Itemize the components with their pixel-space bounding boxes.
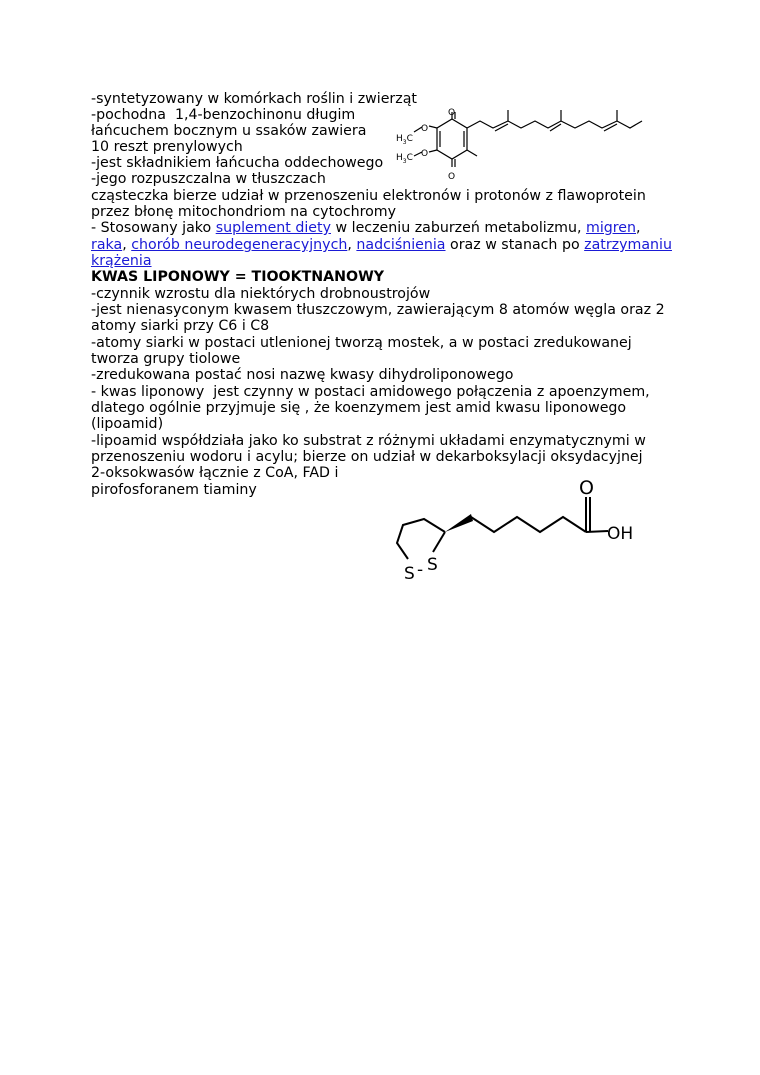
alkyl-chain [471,517,586,532]
link-chorob-neurodegeneracyjnych[interactable]: chorób neurodegeneracyjnych [131,237,348,253]
text-line: 10 reszt prenylowych [91,139,243,155]
text-line: -jest składnikiem łańcucha oddechowego [91,155,384,171]
text-line: -syntetyzowany w komórkach roślin i zwierząt [91,91,417,107]
text-span: oraz w stanach po [445,237,585,253]
text-span: , [347,237,357,253]
atom-label-subscript: 3 [402,139,407,146]
text-line: -czynnik wzrostu dla niektórych drobnoustrojów [91,286,431,302]
atom-label-s: S [427,555,438,575]
text-line: łańcuchem bocznym u ssaków zawiera [91,123,367,139]
link-raka[interactable]: raka [91,237,123,253]
text-line: - kwas liponowy jest czynny w postaci amidowego połączenia z apoenzymem, [91,384,650,400]
coenzyme-q-structure [380,104,650,186]
text-line: -jest nienasyconym kwasem tłuszczowym, zawierającym 8 atomów węgla oraz 2 [91,302,665,318]
atom-label-o: O [448,108,456,118]
methoxy-bond [429,126,437,128]
link-migren[interactable]: migren [586,220,637,236]
atom-label-o: O [421,149,429,159]
methoxy-bond [429,150,437,152]
atom-label-oh: OH [607,524,634,544]
text-span: , [122,237,132,253]
atom-label-h3c [396,153,413,165]
atom-label-c: C [406,153,413,163]
atom-label-c: C [406,134,413,144]
link-krazenia[interactable]: krążenia [91,253,152,269]
text-line [91,253,152,269]
atom-label-o: O [421,124,429,134]
text-line: przenoszeniu wodoru i acylu; bierze on udział w dekarboksylacji oksydacyjnej [91,449,643,465]
section-heading: KWAS LIPONOWY = TIOOKTNANOWY [91,269,385,285]
wedge-bond [445,514,473,532]
atom-label-o: O [579,477,594,499]
text-line: pirofosforanem tiaminy [91,482,257,498]
atom-label-h3c [396,134,413,146]
text-line: (lipoamid) [91,416,164,432]
text-span: - Stosowany jako [91,220,216,236]
atom-label-dash: - [417,560,424,580]
dithiolane-ring-bond [433,532,445,552]
text-line: -atomy siarki w postaci utlenionej tworzą mostek, a w postaci zredukowanej [91,335,632,351]
atom-label-h: H [396,153,403,163]
chain-double-bond [495,124,508,131]
dithiolane-ring-bonds [397,519,445,559]
text-span: , [636,220,641,236]
text-line: przez błonę mitochondriom na cytochromy [91,204,397,220]
chain-double-bond [604,124,617,131]
text-line: -zredukowana postać nosi nazwę kwasy dihydroliponowego [91,367,514,383]
methyl-bond [467,150,477,156]
link-zatrzymaniu[interactable]: zatrzymaniu [584,237,672,253]
text-line: atomy siarki przy C6 i C8 [91,318,270,334]
atom-label-o: O [448,172,456,182]
text-line: -jego rozpuszczalna w tłuszczach [91,171,326,187]
atom-label-s: S [404,564,415,584]
chain-double-bond [550,124,561,131]
atom-label-h: H [396,134,403,144]
text-span: w leczeniu zaburzeń metabolizmu, [331,220,587,236]
lipoic-acid-structure [390,475,640,585]
text-line: tworza grupy tiolowe [91,351,241,367]
atom-label-subscript: 3 [402,158,407,165]
text-line [91,220,641,236]
quinone-ring [437,119,467,159]
text-line [91,237,672,253]
text-line: -lipoamid współdziała jako ko substrat z różnymi układami enzymatycznymi w [91,433,646,449]
text-line: -pochodna 1,4-benzochinonu długim [91,107,356,123]
text-line: cząsteczka bierze udział w przenoszeniu elektronów i protonów z flawoprotein [91,188,646,204]
text-line: dlatego ogólnie przyjmuje się , że koenzymem jest amid kwasu liponowego [91,400,627,416]
hydroxyl-bond [586,531,608,532]
link-nadcisnienia[interactable]: nadciśnienia [356,237,446,253]
text-line: 2-oksokwasów łącznie z CoA, FAD i [91,465,339,481]
link-suplement-diety[interactable]: suplement diety [215,220,331,236]
